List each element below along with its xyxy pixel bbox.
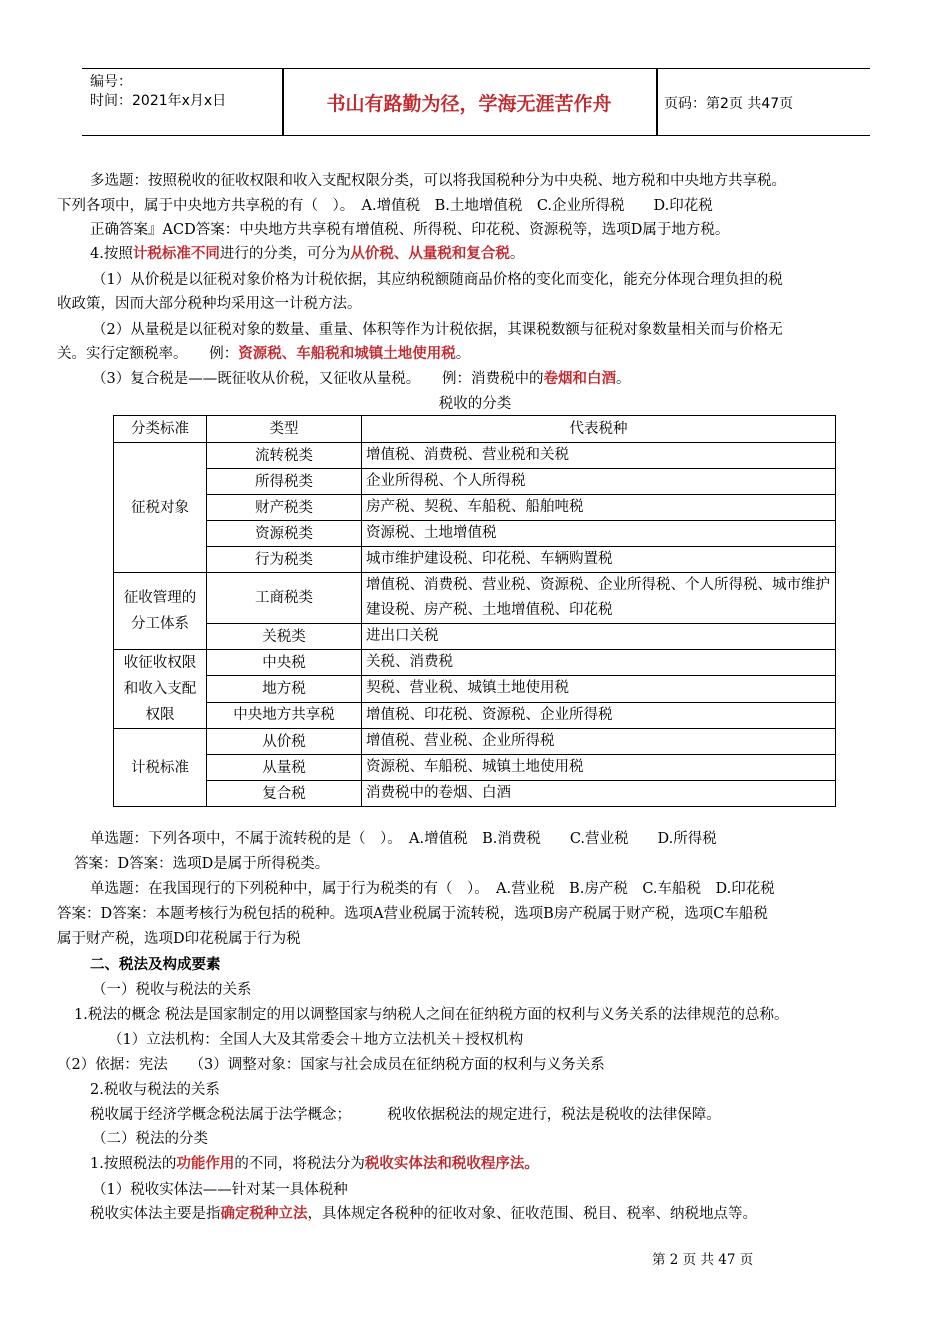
- table-header-cell: 分类标准: [114, 416, 207, 443]
- standard-cell: 计税标准: [114, 729, 207, 807]
- type-cell: 工商税类: [207, 573, 362, 624]
- text-line: 税收属于经济学概念税法属于法学概念； 税收依据税法的规定进行，税法是税收的法律保障。: [90, 1107, 721, 1123]
- text-line: （1）税收实体法——针对某一具体税种: [92, 1182, 348, 1198]
- text-line: （一）税收与税法的关系: [92, 982, 252, 998]
- text-line: （1）从价税是以征税对象价格为计税依据，其应纳税额随商品价格的变化而变化，能充分体现合理负担的税: [92, 272, 783, 288]
- taxes-text: 契税、营业税、城镇土地使用税: [366, 680, 569, 697]
- text-line: 答案：D答案：本题考核行为税包括的税种。选项A营业税属于流转税，选项B房产税属于财产税，选项C车船税: [57, 906, 768, 922]
- text-span: ，具体规定各税种的征收对象、征收范围、税目、税率、纳税地点等。: [307, 1206, 757, 1222]
- type-cell: 复合税: [207, 781, 362, 807]
- taxes-text: 进出口关税: [366, 628, 439, 644]
- taxes-text: 增值税、消费税、营业税、资源税、企业所得税、个人所得税、城市维护建设税、房产税、土地增值税、印花税: [366, 577, 830, 618]
- taxes-text: 资源税、土地增值税: [366, 525, 497, 541]
- text-line: [92, 368, 630, 390]
- text-line: （二）税法的分类: [92, 1131, 208, 1147]
- type-cell: 所得税类: [207, 469, 362, 495]
- highlight-text: 确定税种立法: [220, 1206, 308, 1222]
- type-cell: 从价税: [207, 729, 362, 755]
- type-cell: 地方税: [207, 676, 362, 702]
- highlight-text: 资源税、车船税和城镇土地使用税: [238, 346, 456, 362]
- highlight-text: 计税标准不同: [132, 246, 220, 262]
- text-line: 正确答案』ACD答案：中央地方共享税有增值税、所得税、印花税、资源税等，选项D属于地方税。: [90, 222, 730, 238]
- table-row: [114, 547, 836, 573]
- text-span: 。: [455, 346, 471, 362]
- text-span: （3）复合税是——既征收从价税，又征收从量税。 例：消费税中的: [92, 371, 544, 387]
- text-span: 4.按照: [90, 246, 133, 262]
- table-row: [114, 443, 836, 469]
- taxes-cell: [362, 755, 836, 781]
- type-cell: 中央地方共享税: [207, 702, 362, 728]
- text-span: 。: [509, 246, 525, 262]
- table-row: [114, 702, 836, 728]
- type-cell: 关税类: [207, 624, 362, 650]
- taxes-text: 消费税中的卷烟、白酒: [366, 785, 511, 801]
- page-header: [82, 68, 870, 136]
- text-span: 进行的分类，可分为: [219, 246, 351, 262]
- taxes-text: 增值税、营业税、企业所得税: [366, 733, 555, 749]
- text-line: 多选题：按照税收的征收权限和收入支配权限分类，可以将我国税种分为中央税、地方税和中央地方共享税。: [90, 173, 786, 189]
- taxes-text: 房产税、契税、车船税、船舶吨税: [366, 499, 584, 515]
- table-header-cell: 类型: [207, 416, 362, 443]
- table-row: [114, 729, 836, 755]
- table-row: [114, 521, 836, 547]
- header-page-info: 页码：第2页 共47页: [664, 96, 794, 112]
- taxes-cell: [362, 573, 836, 624]
- taxes-text: 增值税、印花税、资源税、企业所得税: [366, 706, 613, 723]
- taxes-cell: [362, 495, 836, 521]
- text-line: [90, 1153, 539, 1175]
- text-line: [90, 243, 524, 265]
- text-span: 。: [615, 371, 631, 387]
- text-line: [57, 343, 470, 365]
- code-label: 编号：: [90, 74, 132, 90]
- text-span: 的不同，将税法分为: [234, 1156, 365, 1172]
- text-line: （1）立法机构：全国人大及其常委会＋地方立法机关＋授权机构: [108, 1032, 524, 1048]
- text-line: （2）从量税是以征税对象的数量、重量、体积等作为计税依据，其课税数额与征税对象数量相关而与价格无: [92, 322, 783, 338]
- table-row: [114, 573, 836, 624]
- type-cell: 从量税: [207, 755, 362, 781]
- text-line: 单选题：在我国现行的下列税种中，属于行为税类的有（ ）。 A.营业税 B.房产税 C.车船税 D.印花税: [90, 881, 775, 897]
- type-cell: 流转税类: [207, 443, 362, 469]
- text-line: 属于财产税，选项D印花税属于行为税: [57, 931, 301, 947]
- taxes-text: 增值税、消费税、营业税和关税: [366, 447, 569, 463]
- taxes-cell: [362, 443, 836, 469]
- text-line: 收政策，因而大部分税种均采用这一计税方法。: [57, 296, 362, 312]
- header-meta: [90, 73, 226, 111]
- standard-cell: 收征收权限和收入支配权限: [114, 650, 207, 729]
- table-header-cell: 代表税种: [362, 416, 836, 443]
- tax-classification-table: [113, 415, 836, 807]
- type-cell: 资源税类: [207, 521, 362, 547]
- taxes-text: 关税、消费税: [366, 654, 453, 671]
- standard-cell: 征收管理的分工体系: [114, 573, 207, 650]
- table-row: [114, 755, 836, 781]
- text-span: 税收实体法主要是指: [90, 1206, 221, 1222]
- text-line: 答案：D答案：选项D是属于所得税类。: [74, 856, 330, 872]
- highlight-text: 功能作用: [176, 1156, 235, 1172]
- text-span: 关。实行定额税率。 例：: [57, 346, 239, 362]
- table-row: [114, 495, 836, 521]
- header-divider: [656, 69, 658, 135]
- taxes-cell: [362, 729, 836, 755]
- text-line: 1.税法的概念 税法是国家制定的用以调整国家与纳税人之间在征纳税方面的权利与义务关系的法律规范的总称。: [74, 1007, 789, 1023]
- text-line: 下列各项中，属于中央地方共享税的有（ ）。 A.增值税 B.土地增值税 C.企业所得税 D.印花税: [57, 198, 713, 214]
- taxes-cell: [362, 676, 836, 702]
- table-row: [114, 650, 836, 676]
- header-motto: 书山有路勤为径，学海无涯苦作舟: [326, 93, 612, 115]
- text-span: 1.按照税法的: [90, 1156, 177, 1172]
- section-heading: 二、税法及构成要素: [90, 957, 221, 973]
- table-row: [114, 676, 836, 702]
- taxes-text: 企业所得税、个人所得税: [366, 473, 526, 489]
- highlight-text: 卷烟和白酒: [543, 371, 616, 387]
- table-header-row: [114, 416, 836, 443]
- text-line: 2.税收与税法的关系: [90, 1082, 220, 1098]
- taxes-cell: [362, 547, 836, 573]
- taxes-cell: [362, 521, 836, 547]
- taxes-cell: [362, 624, 836, 650]
- taxes-text: 城市维护建设税、印花税、车辆购置税: [366, 551, 613, 567]
- page-footer: 第 2 页 共 47 页: [652, 1252, 754, 1268]
- table-caption: 税收的分类: [438, 396, 512, 412]
- text-line: 单选题：下列各项中，不属于流转税的是（ ）。 A.增值税 B.消费税 C.营业税 D.所得税: [90, 831, 717, 847]
- text-line: （2）依据：宪法 （3）调整对象：国家与社会成员在征纳税方面的权利与义务关系: [57, 1057, 605, 1073]
- taxes-cell: [362, 469, 836, 495]
- date-label: 时间：2021年x月x日: [90, 93, 227, 109]
- taxes-cell: [362, 781, 836, 807]
- type-cell: 行为税类: [207, 547, 362, 573]
- taxes-cell: [362, 702, 836, 728]
- text-line: [90, 1203, 757, 1225]
- table-row: [114, 781, 836, 807]
- highlight-text: 税收实体法和税收程序法。: [364, 1156, 539, 1172]
- type-cell: 中央税: [207, 650, 362, 676]
- table-row: [114, 624, 836, 650]
- standard-cell: 征税对象: [114, 443, 207, 573]
- highlight-text: 从价税、从量税和复合税: [350, 246, 510, 262]
- table-row: [114, 469, 836, 495]
- taxes-text: 资源税、车船税、城镇土地使用税: [366, 759, 584, 775]
- taxes-cell: [362, 650, 836, 676]
- type-cell: 财产税类: [207, 495, 362, 521]
